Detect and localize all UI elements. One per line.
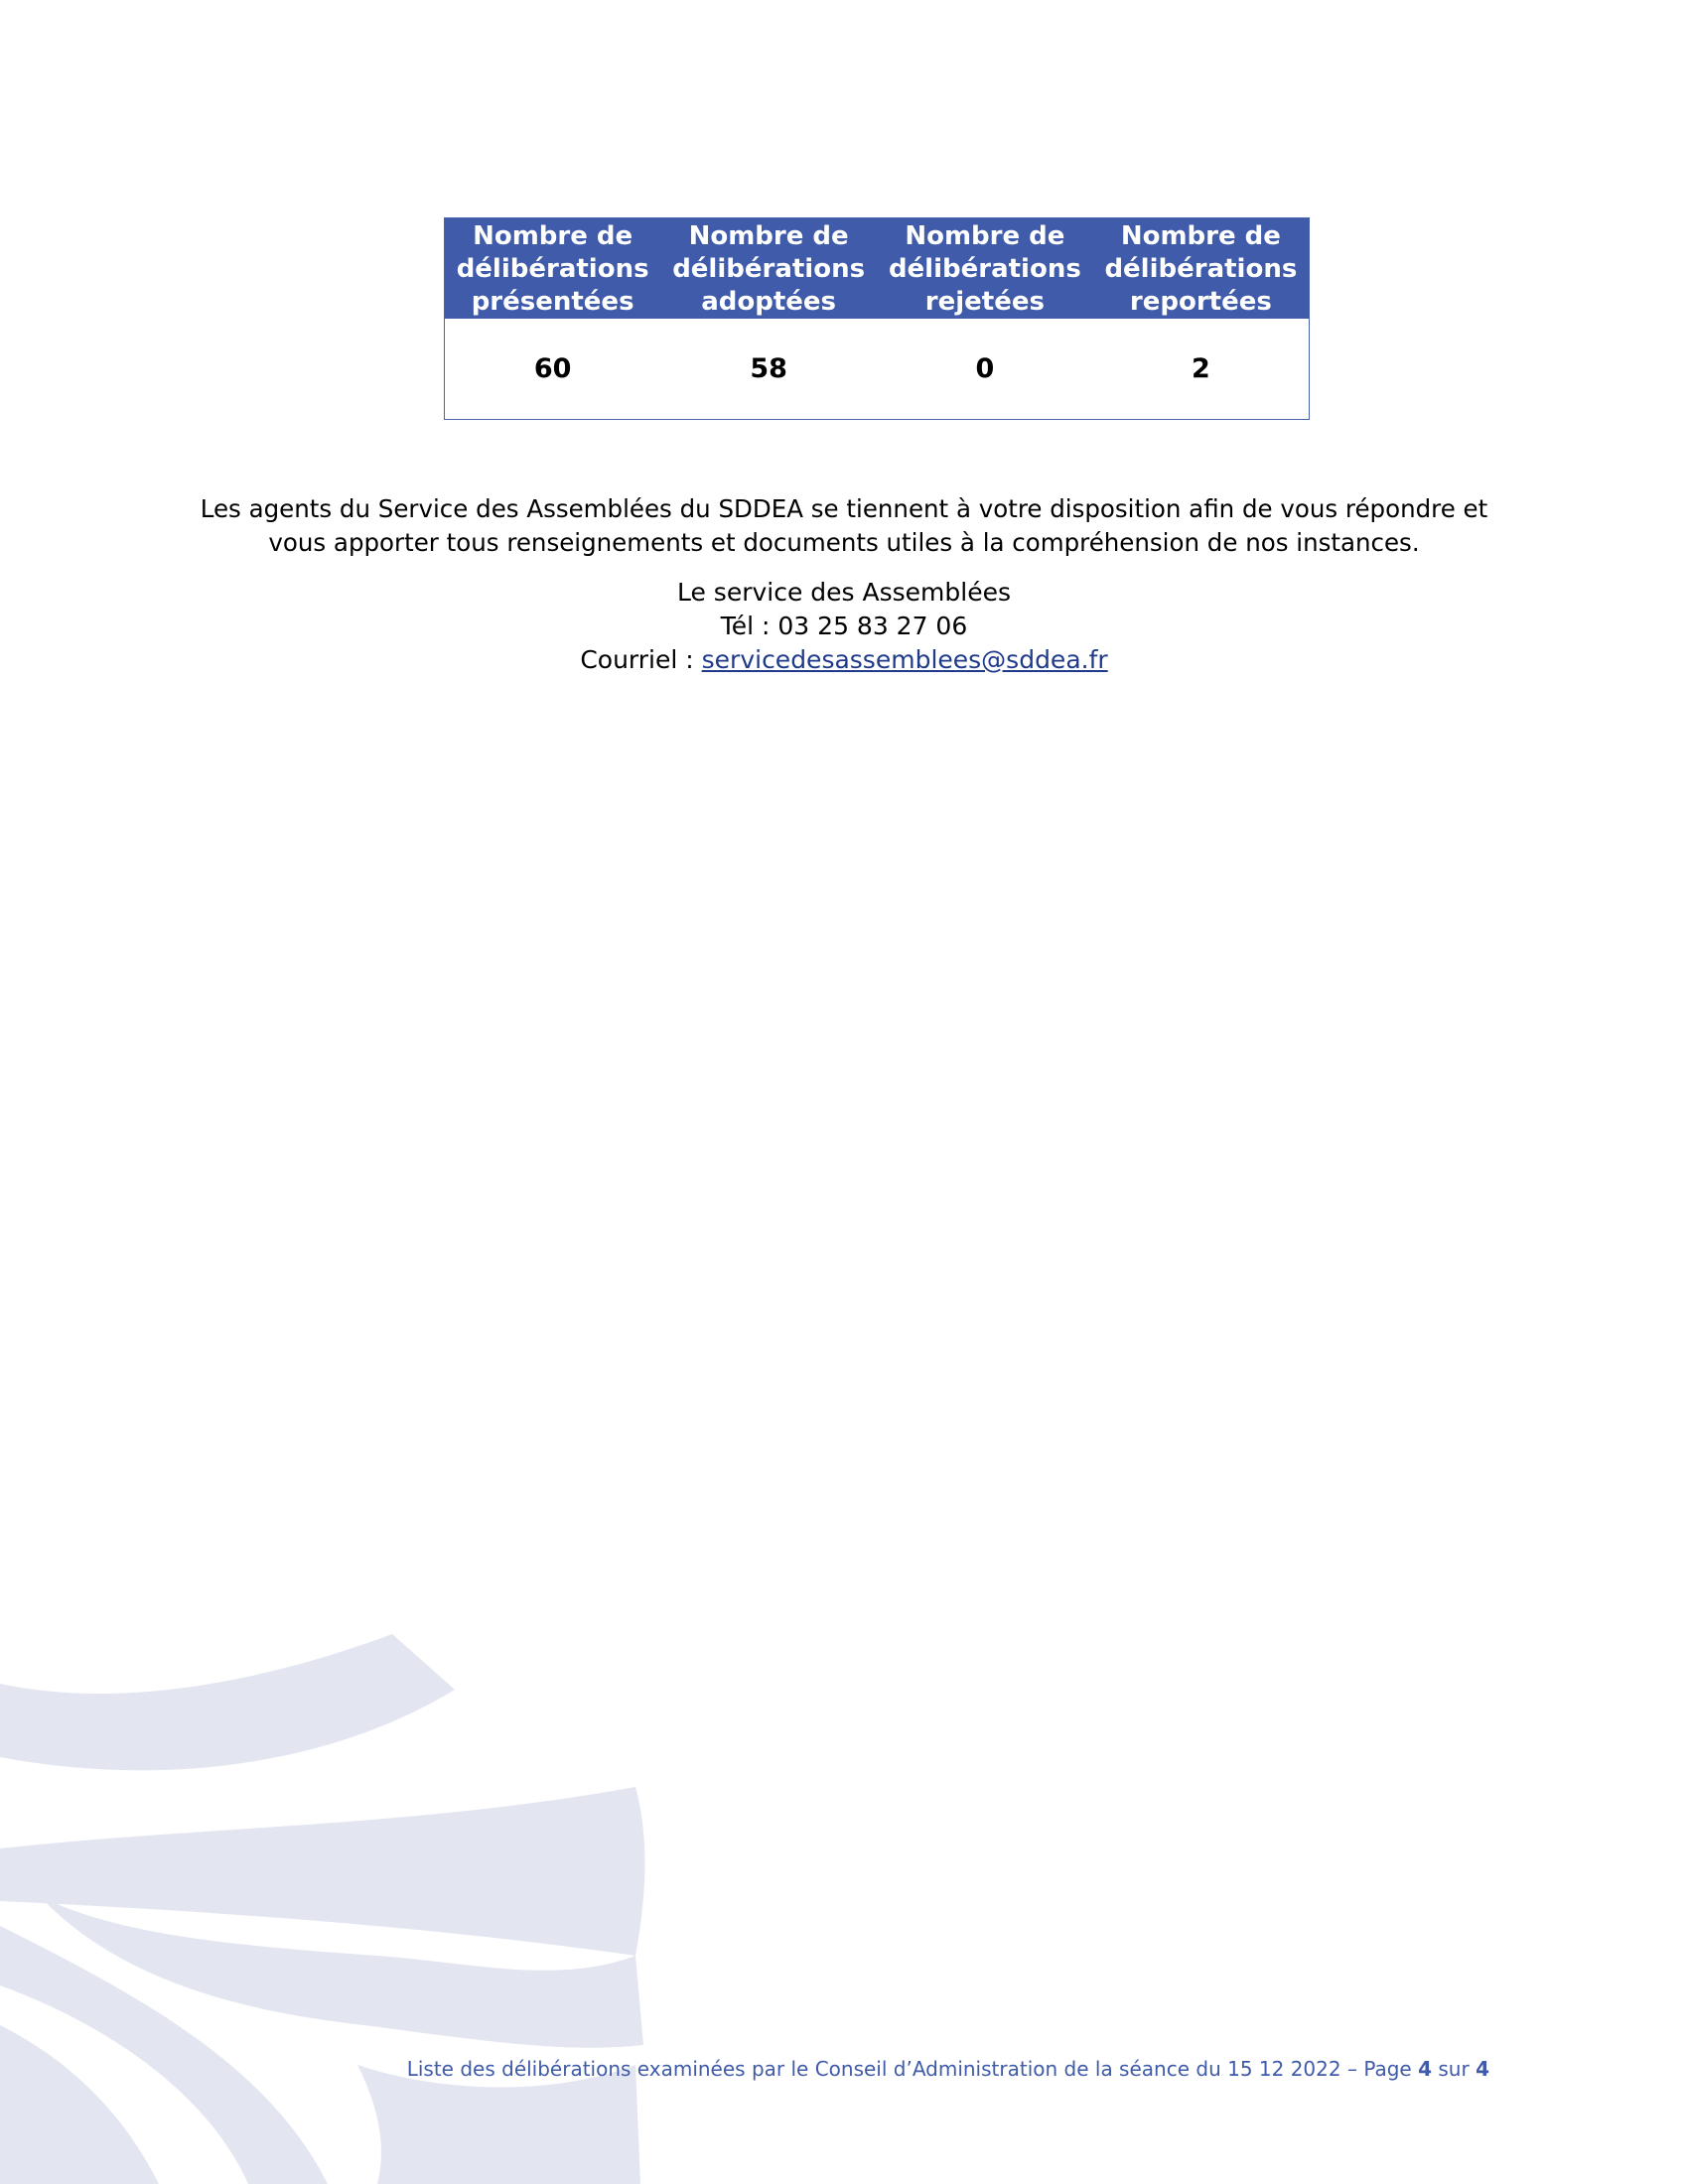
phone-number: Tél : 03 25 83 27 06 bbox=[720, 612, 968, 640]
value-rejected: 0 bbox=[877, 319, 1093, 420]
footer-text: Liste des délibérations examinées par le Conseil d’Administration de la séance du 15 12 2022 – Page bbox=[406, 2057, 1419, 2081]
info-line-1: Les agents du Service des Assemblées du SDDEA se tiennent à votre disposition afin de vous répondre et bbox=[200, 494, 1488, 523]
footer-page-number: 4 bbox=[1418, 2057, 1433, 2081]
page-footer bbox=[377, 2057, 1489, 2081]
value-adopted: 58 bbox=[660, 319, 877, 420]
header-postponed: Nombre de délibérations reportées bbox=[1093, 218, 1310, 320]
email-label: Courriel : bbox=[580, 645, 702, 674]
value-postponed: 2 bbox=[1093, 319, 1310, 420]
deliberations-stats-table bbox=[444, 217, 1310, 420]
email-link[interactable]: servicedesassemblees@sddea.fr bbox=[701, 645, 1108, 674]
stats-values-row bbox=[445, 319, 1310, 420]
footer-total-pages: 4 bbox=[1476, 2057, 1489, 2081]
stats-header-row bbox=[445, 218, 1310, 320]
value-presented: 60 bbox=[445, 319, 661, 420]
service-name: Le service des Assemblées bbox=[676, 578, 1012, 607]
footer-separator: sur bbox=[1432, 2057, 1477, 2081]
header-presented: Nombre de délibérations présentées bbox=[445, 218, 661, 320]
email-line bbox=[149, 643, 1539, 677]
background-wave-watermark bbox=[0, 1628, 814, 2184]
info-line-2: vous apporter tous renseignements et documents utiles à la compréhension de nos instances. bbox=[268, 528, 1420, 557]
header-adopted: Nombre de délibérations adoptées bbox=[660, 218, 877, 320]
contact-block bbox=[149, 576, 1539, 677]
info-paragraph bbox=[149, 492, 1539, 560]
header-rejected: Nombre de délibérations rejetées bbox=[877, 218, 1093, 320]
